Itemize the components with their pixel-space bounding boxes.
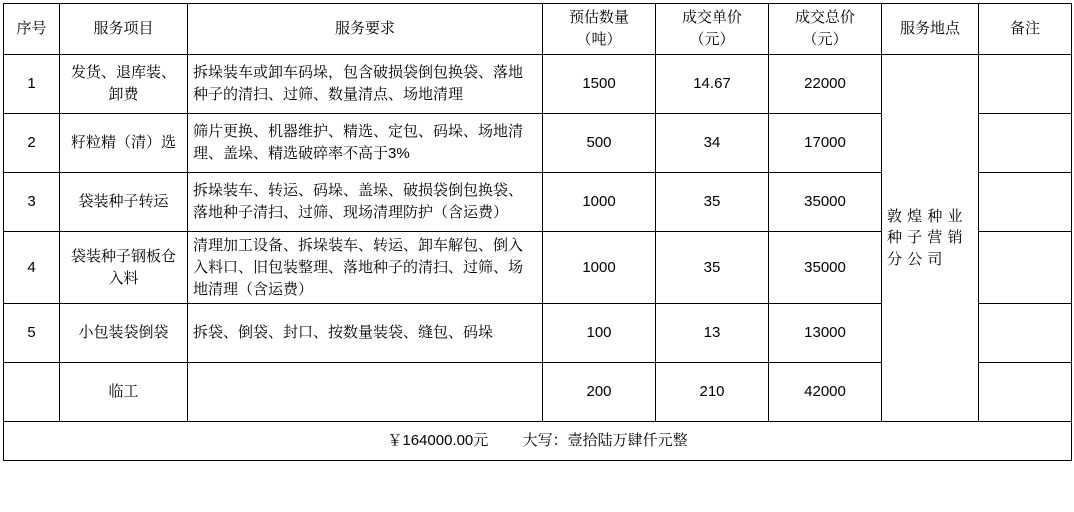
header-total-price xyxy=(769,4,882,55)
cell-note xyxy=(979,173,1072,232)
cell-unit-price: 35 xyxy=(656,232,769,304)
cell-item: 临工 xyxy=(60,363,188,422)
cell-requirement: 拆垛装车、转运、码垛、盖垛、破损袋倒包换袋、落地种子清扫、过筛、现场清理防护（含运费） xyxy=(188,173,543,232)
header-unit-price xyxy=(656,4,769,55)
cell-quantity: 1000 xyxy=(543,173,656,232)
table-body xyxy=(4,55,1072,461)
cell-unit-price: 34 xyxy=(656,114,769,173)
summary-amount-capital: 大写：壹拾陆万肆仟元整 xyxy=(522,432,688,450)
cell-quantity: 1500 xyxy=(543,55,656,114)
cell-quantity: 100 xyxy=(543,304,656,363)
cell-item: 籽粒精（清）选 xyxy=(60,114,188,173)
cell-total-price: 13000 xyxy=(769,304,882,363)
cell-quantity: 1000 xyxy=(543,232,656,304)
cell-requirement: 拆垛装车或卸车码垛，包含破损袋倒包换袋、落地种子的清扫、过筛、数量清点、场地清理 xyxy=(188,55,543,114)
cell-quantity: 200 xyxy=(543,363,656,422)
header-quantity xyxy=(543,4,656,55)
service-contract-table xyxy=(3,3,1072,461)
cell-item: 发货、退库装、卸费 xyxy=(60,55,188,114)
cell-item: 袋装种子钢板仓入料 xyxy=(60,232,188,304)
cell-total-price: 17000 xyxy=(769,114,882,173)
cell-unit-price: 14.67 xyxy=(656,55,769,114)
cell-requirement: 筛片更换、机器维护、精选、定包、码垛、场地清理、盖垛、精选破碎率不高于3% xyxy=(188,114,543,173)
cell-item: 小包装袋倒袋 xyxy=(60,304,188,363)
cell-note xyxy=(979,304,1072,363)
cell-note xyxy=(979,232,1072,304)
table-header-row xyxy=(4,4,1072,55)
cell-service-place: 敦 煌 种 业 种 子 营 销 分 公 司 xyxy=(882,55,979,422)
table-row xyxy=(4,55,1072,114)
cell-total-price: 35000 xyxy=(769,232,882,304)
header-quantity-line1: 预估数量 xyxy=(568,9,629,27)
header-total-price-line2: （元） xyxy=(802,31,848,48)
cell-index: 1 xyxy=(4,55,60,114)
cell-total-price: 22000 xyxy=(769,55,882,114)
table-header xyxy=(4,4,1072,55)
cell-requirement: 拆袋、倒袋、封口、按数量装袋、缝包、码垛 xyxy=(188,304,543,363)
cell-requirement xyxy=(188,363,543,422)
cell-index: 2 xyxy=(4,114,60,173)
cell-unit-price: 35 xyxy=(656,173,769,232)
summary-cell xyxy=(4,422,1072,461)
cell-item: 袋装种子转运 xyxy=(60,173,188,232)
header-place: 服务地点 xyxy=(882,4,979,55)
header-quantity-line2: （吨） xyxy=(576,31,622,48)
cell-index: 3 xyxy=(4,173,60,232)
cell-note xyxy=(979,114,1072,173)
cell-quantity: 500 xyxy=(543,114,656,173)
summary-amount: ￥164000.00元 xyxy=(387,432,489,450)
summary-row xyxy=(4,422,1072,461)
header-unit-price-line1: 成交单价 xyxy=(681,9,742,27)
cell-index: 4 xyxy=(4,232,60,304)
cell-index: 5 xyxy=(4,304,60,363)
cell-index xyxy=(4,363,60,422)
header-note: 备注 xyxy=(979,4,1072,55)
cell-requirement: 清理加工设备、拆垛装车、转运、卸车解包、倒入入料口、旧包装整理、落地种子的清扫、过筛、场地清理（含运费） xyxy=(188,232,543,304)
header-total-price-line1: 成交总价 xyxy=(794,9,855,27)
header-requirement: 服务要求 xyxy=(188,4,543,55)
cell-unit-price: 13 xyxy=(656,304,769,363)
cell-total-price: 42000 xyxy=(769,363,882,422)
cell-total-price: 35000 xyxy=(769,173,882,232)
cell-note xyxy=(979,363,1072,422)
header-index: 序号 xyxy=(4,4,60,55)
header-item: 服务项目 xyxy=(60,4,188,55)
header-unit-price-line2: （元） xyxy=(689,31,735,48)
cell-note xyxy=(979,55,1072,114)
cell-unit-price: 210 xyxy=(656,363,769,422)
